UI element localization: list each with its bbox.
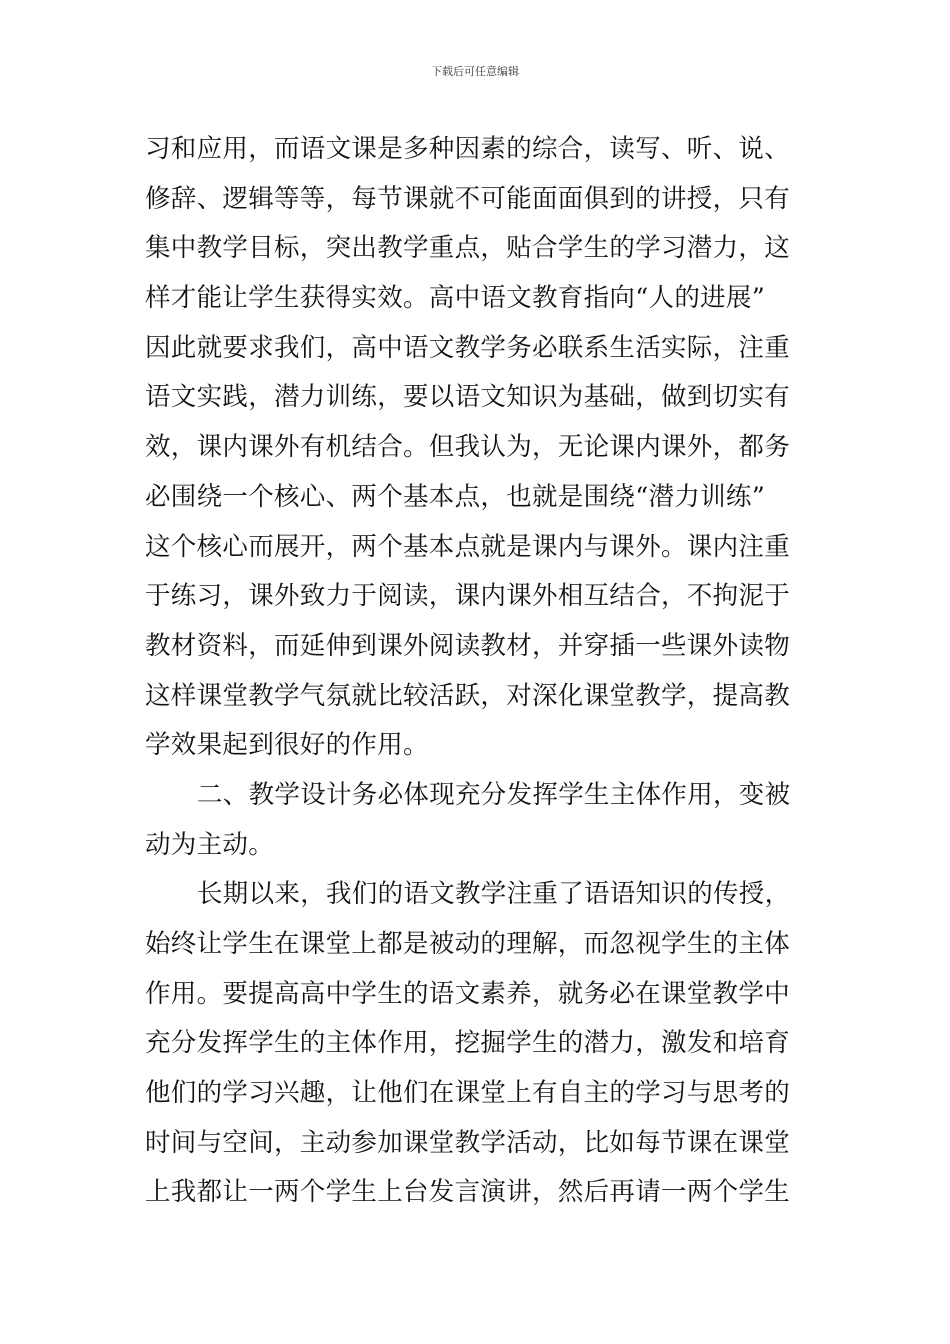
text-line: 效，课内课外有机结合。但我认为，无论课内课外，都务 <box>145 432 791 463</box>
text-line: 必围绕一个核心、两个基本点，也就是围绕“潜力训练” <box>145 481 766 512</box>
text-line: 集中教学目标，突出教学重点，贴合学生的学习潜力，这 <box>145 233 791 264</box>
text-line: 这样课堂教学气氛就比较活跃，对深化课堂教学，提高教 <box>145 680 791 711</box>
text-line: 因此就要求我们，高中语文教学务必联系生活实际，注重 <box>145 332 791 363</box>
text-line: 修辞、逻辑等等，每节课就不可能面面俱到的讲授，只有 <box>145 183 791 214</box>
text-line: 语文实践，潜力训练，要以语文知识为基础，做到切实有 <box>145 382 791 413</box>
text-line: 始终让学生在课堂上都是被动的理解，而忽视学生的主体 <box>145 929 791 959</box>
text-line: 动为主动。 <box>145 829 275 860</box>
document-body <box>145 125 815 1218</box>
text-line: 他们的学习兴趣，让他们在课堂上有自主的学习与思考的 <box>145 1078 791 1109</box>
page-header: 下载后可任意编辑 <box>431 65 519 78</box>
text-line: 样才能让学生获得实效。高中语文教育指向“人的进展” <box>145 283 766 314</box>
text-line: 习和应用，而语文课是多种因素的综合，读写、听、说、 <box>145 134 791 164</box>
text-line: 于练习，课外致力于阅读，课内课外相互结合，不拘泥于 <box>145 581 791 612</box>
paragraph-first-line: 长期以来，我们的语文教学注重了语语知识的传授， <box>197 879 791 910</box>
text-line: 教材资料，而延伸到课外阅读教材，并穿插一些课外读物 <box>145 630 791 661</box>
text-line: 时间与空间，主动参加课堂教学活动，比如每节课在课堂 <box>145 1127 791 1158</box>
text-line: 作用。要提高高中学生的语文素养，就务必在课堂教学中 <box>145 978 791 1009</box>
text-line: 充分发挥学生的主体作用，挖掘学生的潜力，激发和培育 <box>145 1028 791 1059</box>
text-line: 学效果起到很好的作用。 <box>145 730 429 761</box>
text-line: 上我都让一两个学生上台发言演讲，然后再请一两个学生 <box>145 1177 791 1208</box>
text-line: 这个核心而展开，两个基本点就是课内与课外。课内注重 <box>145 531 791 562</box>
section-heading-line: 二、教学设计务必体现充分发挥学生主体作用，变被 <box>197 779 791 810</box>
